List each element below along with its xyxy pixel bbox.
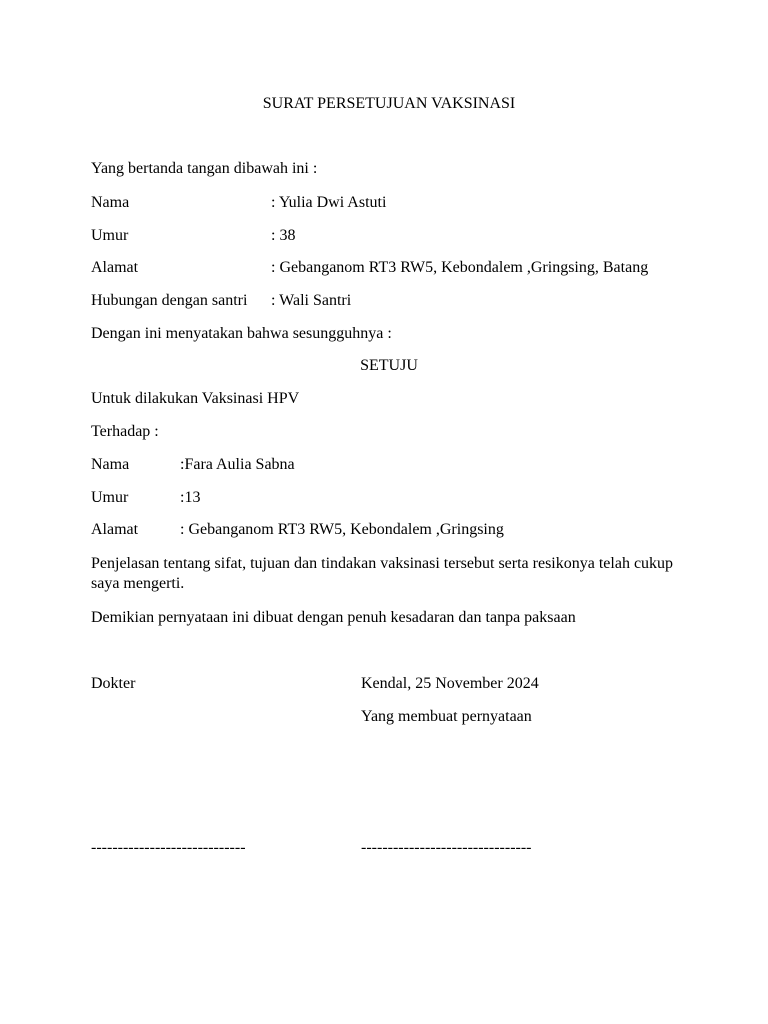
signer-relation-value: : Wali Santri [271, 292, 352, 309]
doctor-label: Dokter [91, 675, 136, 692]
signer-age-label: Umur [91, 227, 129, 244]
place-date: Kendal, 25 November 2024 [361, 675, 539, 692]
signer-address-label: Alamat [91, 259, 139, 276]
agreement-text: SETUJU [360, 357, 418, 374]
subject-age-value: :13 [180, 489, 201, 506]
doctor-signature-line: ----------------------------- [91, 839, 246, 856]
signer-address-value: : Gebanganom RT3 RW5, Kebondalem ,Gringsing, Batang [271, 259, 649, 276]
intro-text: Yang bertanda tangan dibawah ini : [91, 160, 318, 177]
subject-address-label: Alamat [91, 521, 139, 538]
maker-label: Yang membuat pernyataan [361, 708, 532, 725]
subject-age-label: Umur [91, 489, 129, 506]
closing-text: Demikian pernyataan ini dibuat dengan penuh kesadaran dan tanpa paksaan [91, 609, 576, 626]
document-title: SURAT PERSETUJUAN VAKSINASI [262, 95, 516, 112]
signer-age-value: : 38 [271, 227, 296, 244]
subject-address-value: : Gebanganom RT3 RW5, Kebondalem ,Gringsing [180, 521, 504, 538]
signer-name-value: : Yulia Dwi Astuti [271, 194, 387, 211]
purpose-text: Untuk dilakukan Vaksinasi HPV [91, 390, 300, 407]
maker-signature-line: -------------------------------- [361, 839, 532, 856]
toward-text: Terhadap : [91, 423, 159, 440]
explanation-text: Penjelasan tentang sifat, tujuan dan tindakan vaksinasi tersebut serta resikonya telah cukup saya mengerti. [91, 555, 674, 592]
signer-relation-label: Hubungan dengan santri [91, 292, 248, 309]
signer-name-label: Nama [91, 194, 130, 211]
statement-text: Dengan ini menyatakan bahwa sesungguhnya : [91, 325, 392, 342]
subject-name-label: Nama [91, 456, 130, 473]
subject-name-value: :Fara Aulia Sabna [180, 456, 295, 473]
